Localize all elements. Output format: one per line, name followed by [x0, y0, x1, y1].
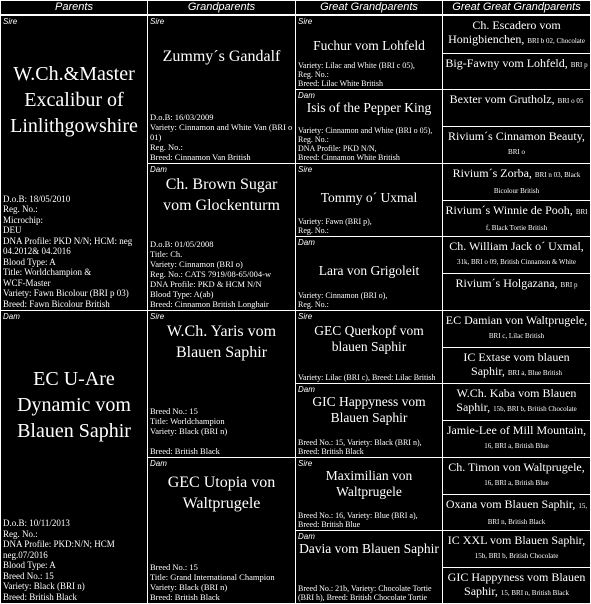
ggg-name[interactable]: EC Damian von Waltprugele, [445, 313, 588, 327]
ggg-detail: 16, BRI a, British Blue [484, 442, 549, 450]
grandparent-info-line: Variety: Black (BRI n) [150, 426, 228, 436]
sire-info-line: Breed: Fawn Bicolour British [3, 298, 110, 309]
ggg-10[interactable] [442, 347, 591, 384]
ggg-12[interactable] [442, 420, 591, 458]
parent-dam[interactable] [0, 310, 148, 604]
ggg-detail: 15b, BRI b, British Chocolate [493, 405, 577, 413]
great-grandparent-info-line: Reg. No.: [298, 226, 329, 235]
grandparent-name[interactable]: GEC Utopia von Waltprugele [167, 474, 276, 512]
ggg-4[interactable] [442, 126, 591, 164]
great-grandparent-info [298, 291, 440, 309]
ggg-16[interactable] [442, 567, 591, 604]
grandparent-info-line: Reg. No.: CATS 7919/08-65/004-w [150, 269, 272, 279]
ggg-detail: 15, BRI n, British Black [487, 502, 588, 526]
grandparent-role: Dam [150, 459, 167, 468]
great-grandparent-info-line: Breed: Cinnamon White British [298, 153, 400, 162]
ggg-8[interactable] [442, 273, 591, 311]
sire-label: Sire [3, 17, 18, 26]
great-grandparent-1[interactable] [295, 15, 443, 90]
grandparent-3[interactable] [147, 310, 296, 458]
ggg-13[interactable] [442, 457, 591, 495]
ggg-7[interactable] [442, 236, 591, 274]
grandparent-role: Sire [150, 17, 165, 26]
great-grandparent-info [298, 584, 440, 602]
ggg-detail: BRI c, Lilac British [488, 332, 545, 340]
grandparent-info-line: Breed: British Black [150, 592, 220, 602]
dam-info-line: Breed No.: 15 [3, 570, 54, 581]
grandparent-info-line: D.o.B: 01/05/2008 [150, 239, 214, 249]
great-grandparent-role: Dam [298, 91, 315, 100]
dam-info-line: DNA Profile: PKD:N/N; HCM neg.07/2016 [3, 539, 115, 560]
grandparent-info-line: Breed: British Black [150, 446, 220, 456]
dam-info-line: Reg. No.: [3, 528, 38, 539]
grandparent-info-line: Title: Worldchampion [150, 416, 225, 426]
great-grandparent-7[interactable] [295, 457, 443, 531]
ggg-detail: 15, BRI n, British Black [500, 589, 569, 597]
dam-name[interactable]: EC U-Are Dynamic vom Blauen Saphir [17, 368, 131, 442]
grandparent-info-line: Breed No.: 15 [150, 406, 198, 416]
great-grandparent-info-line: Breed No.: 15, Variety: Black (BRI n), [298, 438, 422, 447]
grandparent-info-line: Breed: Cinnamon British Longhair [150, 299, 269, 309]
great-grandparent-name[interactable]: Lara von Grigoleit [318, 263, 420, 278]
grandparent-info-line: DNA Profile: PKD & HCM N/N [150, 279, 262, 289]
great-grandparent-info [298, 61, 440, 88]
sire-info-line: Blood Type: A [3, 256, 56, 267]
ggg-name[interactable]: Ch. Escadero vom Honigbienchen, [448, 18, 561, 46]
great-grandparent-role: Sire [298, 165, 313, 174]
grandparent-name[interactable]: Ch. Brown Sugar vom Glockenturm [163, 176, 280, 214]
grandparent-info [150, 406, 293, 456]
dam-info-line: D.o.B: 10/11/2013 [3, 518, 70, 528]
grandparent-role: Sire [150, 312, 165, 321]
grandparent-info-line: Breed No.: 15 [150, 562, 198, 572]
grandparent-1[interactable] [147, 15, 296, 164]
dam-info [3, 518, 145, 602]
grandparent-4[interactable] [147, 457, 296, 604]
great-grandparent-info-line: Breed No.: 16, Variety: Blue (BRI a), [298, 511, 418, 520]
ggg-name[interactable]: Rivium´s Holgazana, [455, 276, 558, 290]
grandparent-info-line: Blood Type: A(ab) [150, 289, 214, 299]
ggg-name[interactable]: Rivium´s Cinnamon Beauty, [448, 129, 585, 143]
ggg-detail: BRI b 02, Chocolate [527, 37, 585, 45]
great-grandparent-info [298, 217, 440, 235]
ggg-name[interactable]: Rivium´s Winnie de Pooh, [445, 203, 573, 217]
ggg-name[interactable]: Jamie-Lee of Mill Mountain, [446, 423, 587, 437]
great-grandparent-info [298, 438, 440, 456]
great-grandparent-info-line: Variety: Cinnamon (BRI o), [298, 291, 388, 300]
great-grandparent-info-line: Breed: Lilac White British [298, 79, 383, 88]
grandparent-info-line: Variety: Black (BRI n) [150, 582, 228, 592]
header-grandparents: Grandparents [147, 0, 296, 15]
sire-info-line: DEU [3, 225, 22, 235]
great-grandparent-role: Sire [298, 312, 313, 321]
header-great-great-grandparents: Great Great Grandparents [442, 0, 591, 15]
great-grandparent-info-line: Variety: Fawn (BRI p), [298, 217, 372, 226]
sire-info-line: Title: Worldchampion & [3, 267, 92, 277]
great-grandparent-name[interactable]: Tommy o´ Uxmal [320, 190, 418, 205]
grandparent-info-line: Title: Grand International Champion [150, 572, 275, 582]
great-grandparent-info-line: Breed: British Black [298, 447, 364, 456]
great-grandparent-info-line: Reg. No.: [298, 70, 329, 79]
grandparent-info [150, 112, 293, 162]
sire-name[interactable]: W.Ch.&Master Excalibur of Linlithgowshire [10, 63, 138, 137]
header-great-grandparents: Great Grandparents [295, 0, 443, 15]
grandparent-info-line: Variety: Cinnamon (BRI o) [150, 259, 243, 269]
sire-info-line: DNA Profile: PKD N/N; HCM: neg 04.2012& 04.2016 [3, 235, 133, 256]
ggg-detail: BRI o [508, 148, 525, 156]
great-grandparent-info-line: Variety: Lilac (BRI c), Breed: Lilac British [298, 373, 436, 382]
dam-info-line: Blood Type: A [3, 560, 56, 570]
grandparent-role: Dam [150, 165, 167, 174]
ggg-detail: BRI o 05 [557, 97, 584, 105]
ggg-2[interactable] [442, 53, 591, 90]
great-grandparent-name[interactable]: Isis of the Pepper King [306, 100, 432, 115]
ggg-detail: BRI n 03, Black Bicolour British [493, 171, 581, 195]
grandparent-info-line [150, 436, 293, 446]
grandparent-info-line: D.o.B: 16/03/2009 [150, 112, 214, 122]
ggg-name[interactable]: IC Extase vom blauen Saphir, [463, 350, 570, 378]
ggg-6[interactable] [442, 200, 591, 237]
ggg-detail: 31k, BRI o 09, British Cinnamon & White [456, 258, 577, 266]
grandparent-name[interactable]: W.Ch. Yaris vom Blauen Saphir [166, 323, 277, 361]
sire-info-line: Variety: Fawn Bicolour (BRI p 03) [3, 288, 129, 298]
great-grandparent-info [298, 126, 440, 162]
great-grandparent-info [298, 373, 440, 382]
parent-sire[interactable] [0, 15, 148, 311]
great-grandparent-role: Sire [298, 459, 313, 468]
great-grandparent-role: Dam [298, 385, 315, 394]
ggg-name[interactable]: W.Ch. Kaba vom Blauen Saphir, [456, 386, 577, 414]
ggg-name[interactable]: Oxana vom Blauen Saphir, [445, 497, 576, 511]
grandparent-info-line: Breed: Cinnamon Van British [150, 152, 251, 162]
ggg-1[interactable] [442, 15, 591, 54]
ggg-3[interactable] [442, 89, 591, 127]
great-grandparent-info-line: DNA Profile: PKD N/N, [298, 144, 377, 153]
ggg-name[interactable]: Ch. William Jack o´ Uxmal, [449, 239, 584, 253]
sire-info-line: WCF-Master [3, 277, 51, 288]
great-grandparent-role: Dam [298, 238, 315, 247]
ggg-detail: BRI p [560, 281, 578, 289]
dam-info-line: Breed: British Black [3, 591, 77, 602]
ggg-15[interactable] [442, 530, 591, 568]
great-grandparent-5[interactable] [295, 310, 443, 384]
ggg-name[interactable]: Bexter vom Grutholz, [449, 92, 555, 106]
great-grandparent-6[interactable] [295, 383, 443, 458]
great-grandparent-name[interactable]: Davia vom Blauen Saphir [299, 541, 439, 556]
great-grandparent-info-line: Reg. No.: [298, 300, 329, 309]
great-grandparent-2[interactable] [295, 89, 443, 164]
sire-info-line: Reg. No.: [3, 204, 38, 214]
ggg-detail: BRI f, Black Tortie British [485, 208, 588, 232]
great-grandparent-info-line: Variety: Cinnamon and White (BRI o 05), Reg. No.: [298, 126, 433, 144]
great-grandparent-role: Dam [298, 532, 315, 541]
ggg-11[interactable] [442, 383, 591, 421]
header-parents: Parents [0, 0, 148, 15]
ggg-detail: 16, BRI a, British Blue [484, 479, 549, 487]
grandparent-info-line: Title: Ch. [150, 249, 183, 259]
great-grandparent-4[interactable] [295, 236, 443, 311]
dam-label: Dam [3, 312, 20, 321]
great-grandparent-info [298, 511, 440, 529]
great-grandparent-name[interactable]: Fuchur vom Lohfeld [313, 38, 425, 53]
ggg-detail: BRI p [570, 61, 588, 69]
great-grandparent-info-line: Breed: British Blue [298, 520, 361, 529]
great-grandparent-name[interactable]: GEC Querkopf vom blauen Saphir [314, 323, 424, 354]
grandparent-name[interactable]: Zummy´s Gandalf [162, 48, 281, 65]
dam-info-line: Variety: Black (BRI n) [3, 581, 85, 591]
ggg-name[interactable]: Ch. Timon von Waltprugele, [448, 460, 585, 474]
ggg-name[interactable]: Rivium´s Zorba, [452, 166, 532, 180]
ggg-9[interactable] [442, 310, 591, 348]
grandparent-info [150, 562, 293, 602]
grandparent-info [150, 239, 293, 309]
ggg-14[interactable] [442, 494, 591, 531]
ggg-detail: BRI a, Blue British [507, 369, 562, 377]
grandparent-2[interactable] [147, 163, 296, 311]
ggg-5[interactable] [442, 163, 591, 201]
sire-info [3, 194, 145, 310]
great-grandparent-role: Sire [298, 17, 313, 26]
great-grandparent-info-line: Breed No.: 21b, Variety: Chocolate Tortie (BRI h), Breed: British Chocolate Tortie [298, 584, 432, 602]
great-grandparent-3[interactable] [295, 163, 443, 237]
ggg-name[interactable]: IC XXL vom Blauen Saphir, [447, 533, 586, 547]
ggg-detail: 15b, BRI b, British Chocolate [474, 552, 559, 560]
sire-info-line: D.o.B: 18/05/2010 [3, 193, 71, 204]
sire-info-line: Microchip: [3, 214, 43, 225]
ggg-name[interactable]: Big-Fawny vom Lohfeld, [445, 56, 568, 70]
grandparent-info-line: Variety: Cinnamon and White Van (BRI o 01) [150, 122, 293, 142]
grandparent-info-line: Reg. No.: [150, 142, 183, 152]
great-grandparent-name[interactable]: Maximilian von Waltprugele [325, 468, 413, 499]
great-grandparent-name[interactable]: GIC Happyness vom Blauen Saphir [312, 394, 426, 425]
ggg-name[interactable]: GIC Happyness vom Blauen Saphir, [447, 570, 586, 598]
great-grandparent-info-line: Variety: Lilac and White (BRI c 05), [298, 61, 415, 70]
great-grandparent-8[interactable] [295, 530, 443, 604]
